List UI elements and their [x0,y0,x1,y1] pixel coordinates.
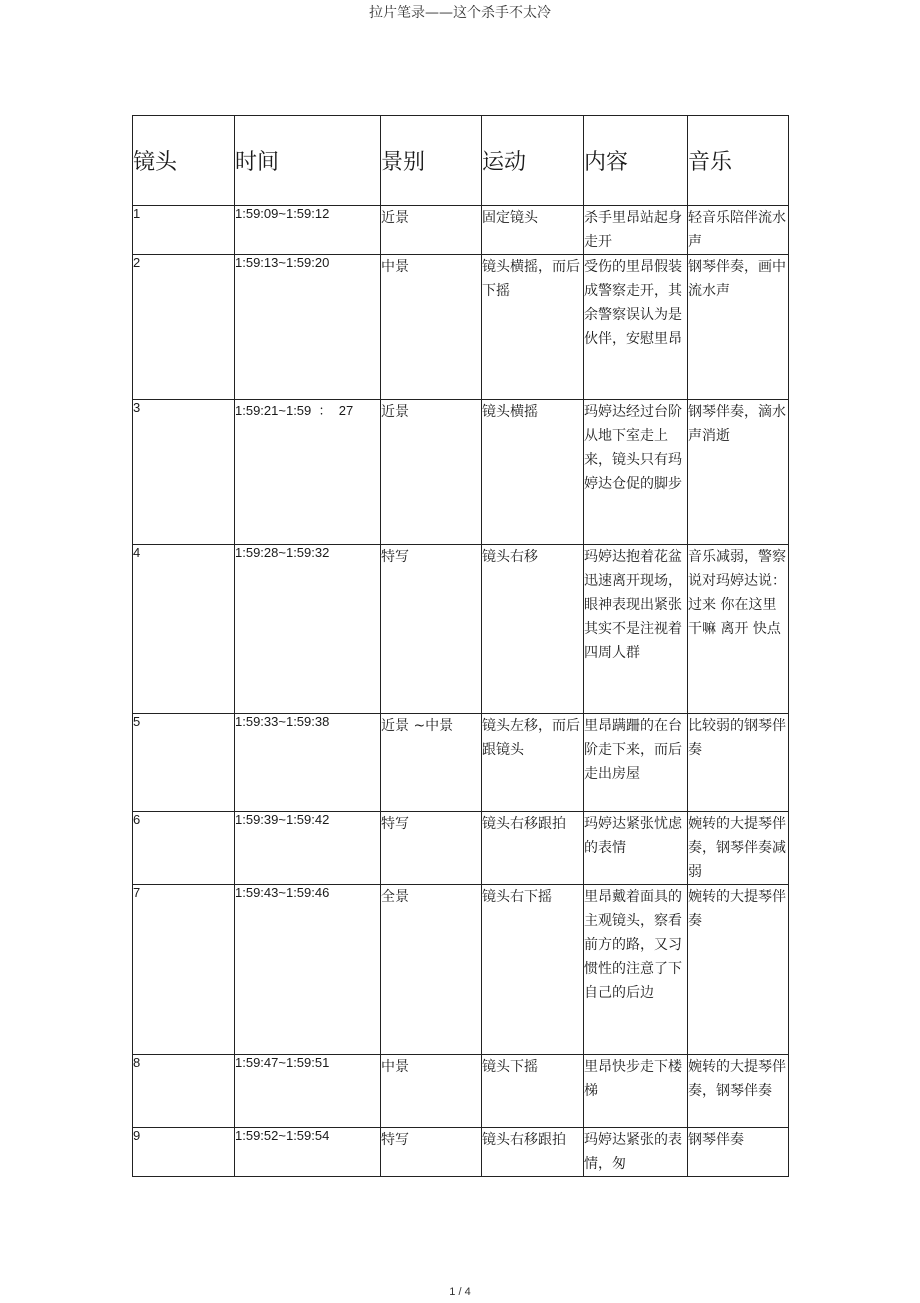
shot-motion: 镜头左移，而后跟镜头 [482,714,584,812]
shot-number: 5 [133,714,235,812]
shot-time: 1:59:21~1:59 ： 27 [235,400,381,545]
shot-number: 4 [133,545,235,714]
shot-content: 玛婷达经过台阶从地下室走上来，镜头只有玛婷达仓促的脚步 [584,400,688,545]
column-header-time: 时间 [235,116,381,206]
shot-number: 2 [133,255,235,400]
shot-scale: 中景 [381,1055,482,1128]
shot-motion: 镜头右移跟拍 [482,1128,584,1177]
shot-time: 1:59:13~1:59:20 [235,255,381,400]
table-row [133,812,789,885]
shot-scale: 特写 [381,812,482,885]
shot-music: 轻音乐陪伴流水声 [688,206,789,255]
shot-scale: 全景 [381,885,482,1055]
column-header-motion: 运动 [482,116,584,206]
shot-time: 1:59:43~1:59:46 [235,885,381,1055]
table-row [133,545,789,714]
shot-motion: 镜头右移跟拍 [482,812,584,885]
column-header-scale: 景别 [381,116,482,206]
shot-music: 音乐减弱，警察说对玛婷达说：过来 你在这里干嘛 离开 快点 [688,545,789,714]
shot-music: 婉转的大提琴伴奏 [688,885,789,1055]
shot-music: 钢琴伴奏，滴水声消逝 [688,400,789,545]
shot-motion: 镜头下摇 [482,1055,584,1128]
table-row [133,1128,789,1177]
table-row [133,885,789,1055]
table-row [133,1055,789,1128]
shot-content: 受伤的里昂假装成警察走开，其余警察误认为是伙伴，安慰里昂 [584,255,688,400]
shot-motion: 镜头横摇 [482,400,584,545]
shot-scale: 特写 [381,545,482,714]
shot-scale: 近景 [381,206,482,255]
shot-motion: 镜头横摇，而后下摇 [482,255,584,400]
shot-scale: 特写 [381,1128,482,1177]
shot-motion: 固定镜头 [482,206,584,255]
shot-content: 里昂蹒跚的在台阶走下来，而后走出房屋 [584,714,688,812]
shot-number: 6 [133,812,235,885]
shot-motion: 镜头右下摇 [482,885,584,1055]
shot-number: 3 [133,400,235,545]
shot-music: 比较弱的钢琴伴奏 [688,714,789,812]
shot-music: 婉转的大提琴伴奏，钢琴伴奏 [688,1055,789,1128]
shot-time: 1:59:33~1:59:38 [235,714,381,812]
column-header-content: 内容 [584,116,688,206]
shot-number: 8 [133,1055,235,1128]
shot-motion: 镜头右移 [482,545,584,714]
shot-table [132,115,789,1177]
shot-time: 1:59:47~1:59:51 [235,1055,381,1128]
shot-content: 杀手里昂站起身走开 [584,206,688,255]
page-number: 1 / 4 [449,1286,471,1298]
shot-music: 钢琴伴奏 [688,1128,789,1177]
shot-content: 玛婷达紧张忧虑的表情 [584,812,688,885]
shot-time: 1:59:28~1:59:32 [235,545,381,714]
shot-content: 里昂快步走下楼梯 [584,1055,688,1128]
table-row [133,714,789,812]
shot-music: 婉转的大提琴伴奏，钢琴伴奏减弱 [688,812,789,885]
shot-music: 钢琴伴奏，画中流水声 [688,255,789,400]
table-row [133,255,789,400]
shot-number: 1 [133,206,235,255]
column-header-shot: 镜头 [133,116,235,206]
shot-content: 里昂戴着面具的主观镜头，察看前方的路，又习惯性的注意了下自己的后边 [584,885,688,1055]
shot-scale: 中景 [381,255,482,400]
shot-scale: 近景 [381,400,482,545]
shot-time: 1:59:39~1:59:42 [235,812,381,885]
shot-time: 1:59:52~1:59:54 [235,1128,381,1177]
page-header: 拉片笔录——这个杀手不太冷 [369,5,551,21]
shot-content: 玛婷达抱着花盆迅速离开现场，眼神表现出紧张其实不是注视着四周人群 [584,545,688,714]
shot-scale: 近景 ~中景 [381,714,482,812]
shot-time: 1:59:09~1:59:12 [235,206,381,255]
table-header-row [133,116,789,206]
shot-number: 7 [133,885,235,1055]
shot-content: 玛婷达紧张的表情，匆 [584,1128,688,1177]
shot-number: 9 [133,1128,235,1177]
column-header-music: 音乐 [688,116,789,206]
table-row [133,400,789,545]
table-row [133,206,789,255]
